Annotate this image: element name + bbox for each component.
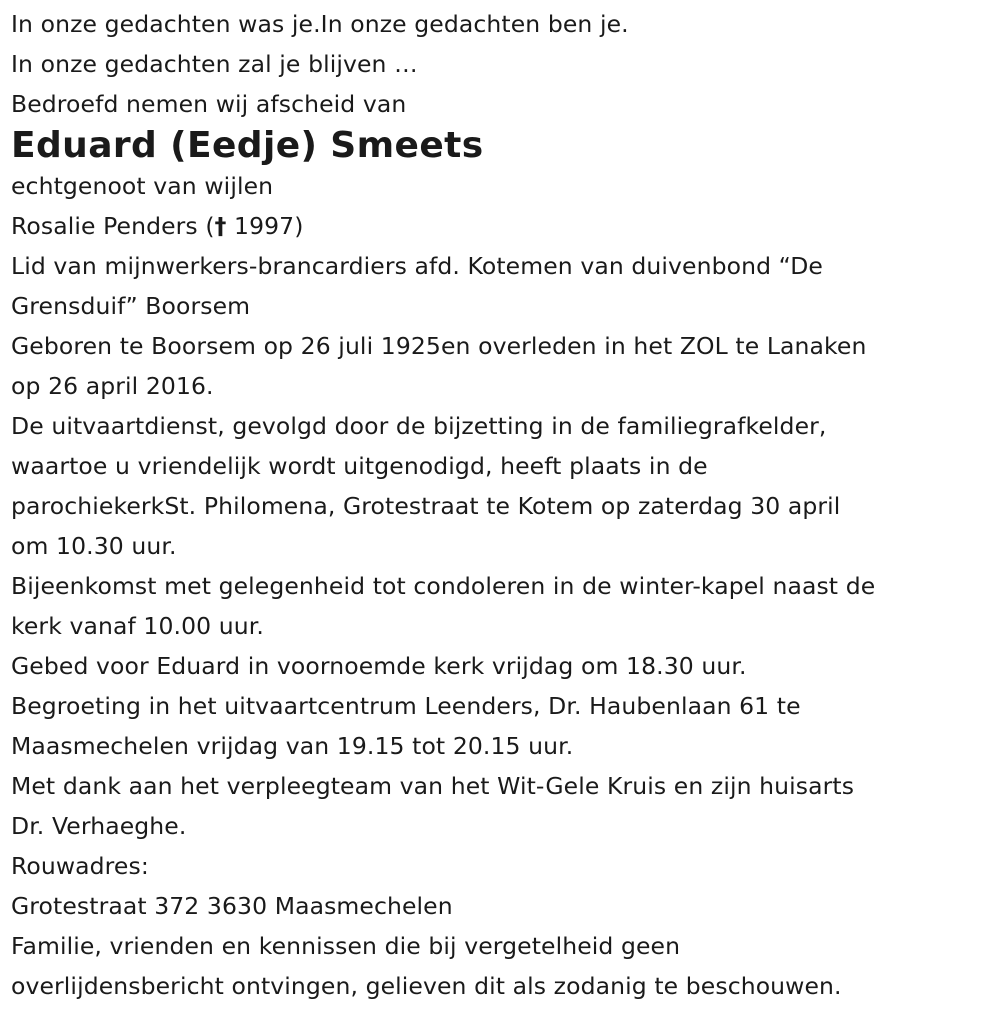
visitation-line-2: Maasmechelen vrijdag van 19.15 tot 20.15 uur. [11,732,574,760]
closing-line-2: overlijdensbericht ontvingen, gelieven dit als zodanig te beschouwen. [11,972,842,1000]
service-line-3: parochiekerkSt. Philomena, Grotestraat te Kotem op zaterdag 30 april [11,492,841,520]
membership-line-2: Grensduif” Boorsem [11,292,251,320]
dates-line-2: op 26 april 2016. [11,372,214,400]
thanks-line-1: Met dank aan het verpleegteam van het Wit-Gele Kruis en zijn huisarts [11,772,855,800]
service-line-2: waartoe u vriendelijk wordt uitgenodigd, heeft plaats in de [11,452,708,480]
service-line-1: De uitvaartdienst, gevolgd door de bijzetting in de familiegrafkelder, [11,412,827,440]
cross-icon: † [214,212,227,240]
intro-line-3: Bedroefd nemen wij afscheid van [11,90,407,118]
intro-line-1: In onze gedachten was je.In onze gedachten ben je. [11,10,629,38]
address-label: Rouwadres: [11,852,149,880]
spouse-death-year: 1997) [226,212,304,240]
spouse-name: Rosalie Penders ( [11,212,215,240]
obituary-notice [11,4,996,1006]
service-line-4: om 10.30 uur. [11,532,177,560]
address-value: Grotestraat 372 3630 Maasmechelen [11,892,453,920]
closing-line-1: Familie, vrienden en kennissen die bij vergetelheid geen [11,932,681,960]
thanks-line-2: Dr. Verhaeghe. [11,812,187,840]
dates-line-1: Geboren te Boorsem op 26 juli 1925en overleden in het ZOL te Lanaken [11,332,867,360]
deceased-name: Eduard (Eedje) Smeets [11,125,484,166]
gathering-line-1: Bijeenkomst met gelegenheid tot condoleren in de winter-kapel naast de [11,572,876,600]
visitation-line-1: Begroeting in het uitvaartcentrum Leenders, Dr. Haubenlaan 61 te [11,692,801,720]
spouse-line-2 [11,206,996,246]
spouse-line-1: echtgenoot van wijlen [11,172,274,200]
gathering-line-2: kerk vanaf 10.00 uur. [11,612,264,640]
membership-line-1: Lid van mijnwerkers-brancardiers afd. Kotemen van duivenbond “De [11,252,823,280]
prayer-line-1: Gebed voor Eduard in voornoemde kerk vrijdag om 18.30 uur. [11,652,747,680]
intro-line-2: In onze gedachten zal je blijven … [11,50,418,78]
